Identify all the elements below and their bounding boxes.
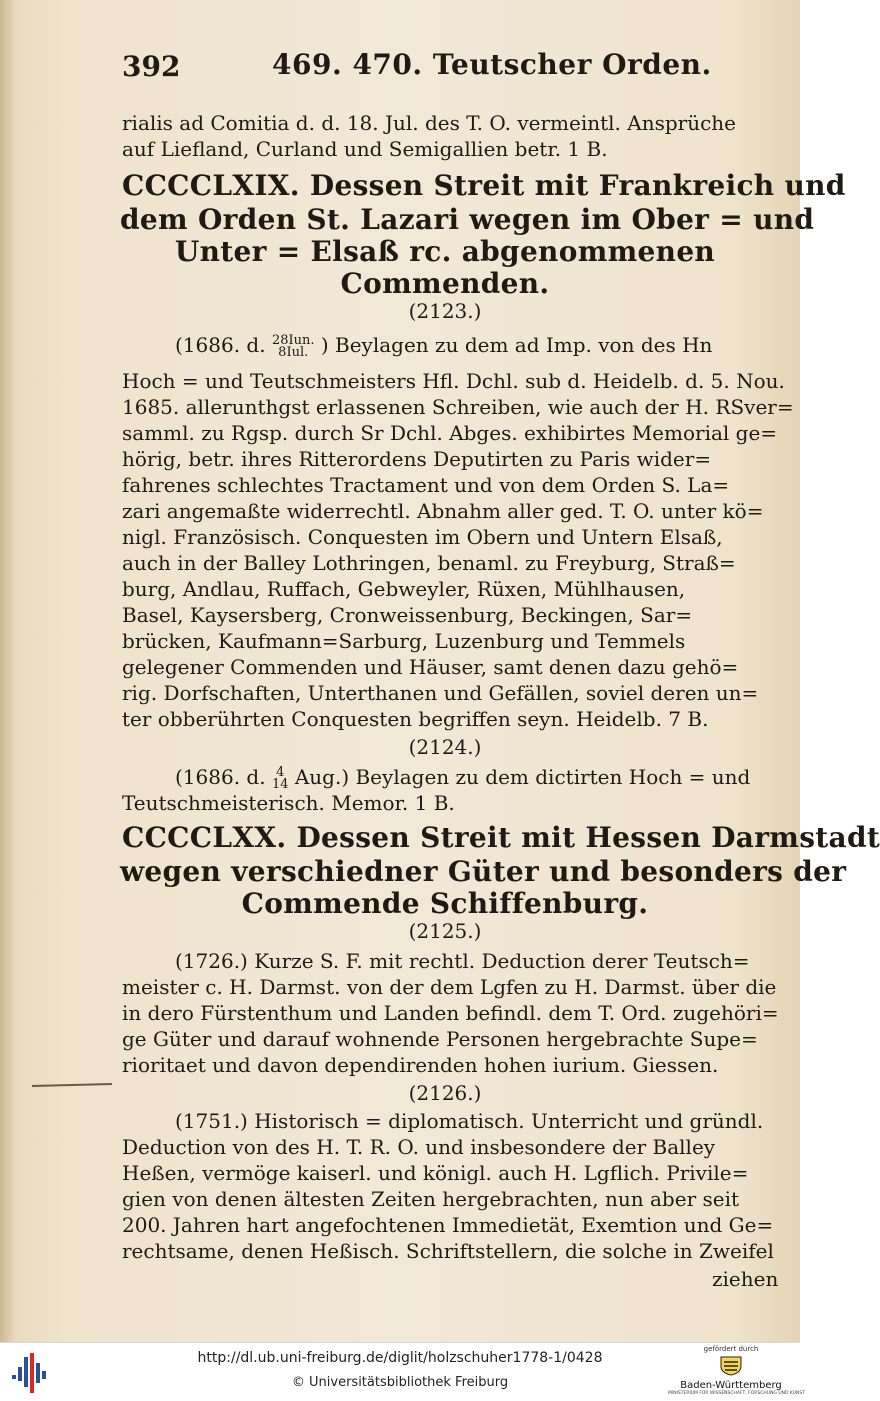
fraction-bottom: 8 xyxy=(278,344,287,360)
text-line: 200. Jahren hart angefochtenen Immedietät, Exemtion und Ge= xyxy=(122,1213,774,1237)
text-line: gelegener Commenden und Häuser, samt denen dazu gehö= xyxy=(122,655,739,679)
section-heading: wegen verschiedner Güter und besonders der xyxy=(120,855,847,888)
entry-date: (1686. d. xyxy=(175,765,266,789)
text-line: (1751.) Historisch = diplomatisch. Unterricht und gründl. xyxy=(175,1109,764,1133)
text-line: Basel, Kaysersberg, Cronweissenburg, Beckingen, Sar= xyxy=(122,603,693,627)
entry-number: (2126.) xyxy=(408,1081,482,1105)
text-line: in dero Fürstenthum und Landen befindl. dem T. Ord. zugehöri= xyxy=(122,1001,779,1025)
text-line: brücken, Kaufmann=Sarburg, Luzenburg und Temmels xyxy=(122,629,686,653)
text-line: Deduction von des H. T. R. O. und insbesondere der Balley xyxy=(122,1135,716,1159)
text-line: samml. zu Rgsp. durch Sr Dchl. Abges. exhibirtes Memorial ge= xyxy=(122,421,778,445)
fraction-bottom-month: Iul. xyxy=(286,344,309,360)
fraction-top: 4 xyxy=(276,764,285,780)
pencil-mark xyxy=(32,1083,112,1087)
page-number: 392 xyxy=(122,50,181,83)
text-line: burg, Andlau, Ruffach, Gebweyler, Rüxen, Mühlhausen, xyxy=(122,577,686,601)
sponsor-caption: gefördert durch xyxy=(703,1345,759,1353)
text-line: ter obberührten Conquesten begriffen seyn. Heidelb. 7 B. xyxy=(122,707,709,731)
viewer-footer xyxy=(0,1342,805,1401)
text-line: meister c. H. Darmst. von der dem Lgfen zu H. Darmst. über die xyxy=(122,975,777,999)
date-fraction xyxy=(271,764,289,792)
text-line: rig. Dorfschaften, Unterthanen und Gefällen, soviel deren un= xyxy=(122,681,759,705)
section-heading: Unter = Elsaß rc. abgenommenen xyxy=(174,235,716,268)
entry-text: Aug.) Beylagen zu dem dictirten Hoch = und xyxy=(294,765,751,789)
text-line: nigl. Französisch. Conquesten im Obern und Untern Elsaß, xyxy=(122,525,723,549)
text-line: rioritaet und davon dependirenden hohen iurium. Giessen. xyxy=(122,1053,719,1077)
section-heading: dem Orden St. Lazari wegen im Ober = und xyxy=(120,203,815,236)
text-line: zari angemaßte widerrechtl. Abnahm aller ged. T. O. unter kö= xyxy=(122,499,764,523)
section-heading: Commenden. xyxy=(340,267,550,300)
coat-of-arms-icon xyxy=(719,1354,743,1376)
permalink-url[interactable]: http://dl.ub.uni-freiburg.de/diglit/holzschuher1778-1/0428 xyxy=(197,1350,603,1366)
copyright-notice: © Universitätsbibliothek Freiburg xyxy=(291,1375,509,1390)
entry-number: (2123.) xyxy=(408,299,482,323)
text-line: gien von denen ältesten Zeiten hergebrachten, nun aber seit xyxy=(122,1187,740,1211)
text-line: fahrenes schlechtes Tractament und von dem Orden S. La= xyxy=(122,473,730,497)
text-line: auch in der Balley Lothringen, benaml. zu Freyburg, Straß= xyxy=(122,551,736,575)
running-title: 469. 470. Teutscher Orden. xyxy=(272,48,712,81)
section-heading: CCCCLXIX. Dessen Streit mit Frankreich und xyxy=(122,169,846,202)
date-fraction xyxy=(271,332,315,360)
text-line: Teutschmeisterisch. Memor. 1 B. xyxy=(122,791,455,815)
text-line xyxy=(175,764,750,791)
text-line: rechtsame, denen Heßisch. Schriftstellern, die solche in Zweifel xyxy=(122,1239,774,1263)
catchword: ziehen xyxy=(712,1267,779,1291)
sponsor-ministry: MINISTERIUM FÜR WISSENSCHAFT, FORSCHUNG UND KUNST xyxy=(668,1391,805,1396)
text-line: rialis ad Comitia d. d. 18. Jul. des T. O. vermeintl. Ansprüche xyxy=(122,111,736,135)
text-line: auf Liefland, Curland und Semigallien betr. 1 B. xyxy=(122,137,608,161)
text-line: (1726.) Kurze S. F. mit rechtl. Deduction derer Teutsch= xyxy=(175,949,750,973)
entry-text: ) Beylagen zu dem ad Imp. von des Hn xyxy=(320,333,713,357)
ub-freiburg-logo-icon[interactable] xyxy=(12,1353,56,1393)
text-line: Hoch = und Teutschmeisters Hfl. Dchl. sub d. Heidelb. d. 5. Nou. xyxy=(122,369,785,393)
text-line: hörig, betr. ihres Ritterordens Deputirten zu Paris wider= xyxy=(122,447,712,471)
sponsor-block[interactable] xyxy=(668,1345,805,1399)
entry-number: (2125.) xyxy=(408,919,482,943)
section-heading: Commende Schiffenburg. xyxy=(241,887,649,920)
text-line: Heßen, vermöge kaiserl. und königl. auch H. Lgflich. Privile= xyxy=(122,1161,749,1185)
entry-date: (1686. d. xyxy=(175,333,266,357)
text-line xyxy=(175,332,712,359)
fraction-top-month: Iun. xyxy=(288,332,315,348)
fraction-top: 28 xyxy=(271,332,289,348)
fraction-bottom: 14 xyxy=(271,776,289,792)
entry-number: (2124.) xyxy=(408,735,482,759)
sponsor-name: Baden-Württemberg xyxy=(680,1380,782,1391)
section-heading: CCCCLXX. Dessen Streit mit Hessen Darmstadt xyxy=(122,821,880,854)
text-line: ge Güter und darauf wohnende Personen hergebrachte Supe= xyxy=(122,1027,758,1051)
text-line: 1685. allerunthgst erlassenen Schreiben, wie auch der H. RSver= xyxy=(122,395,794,419)
